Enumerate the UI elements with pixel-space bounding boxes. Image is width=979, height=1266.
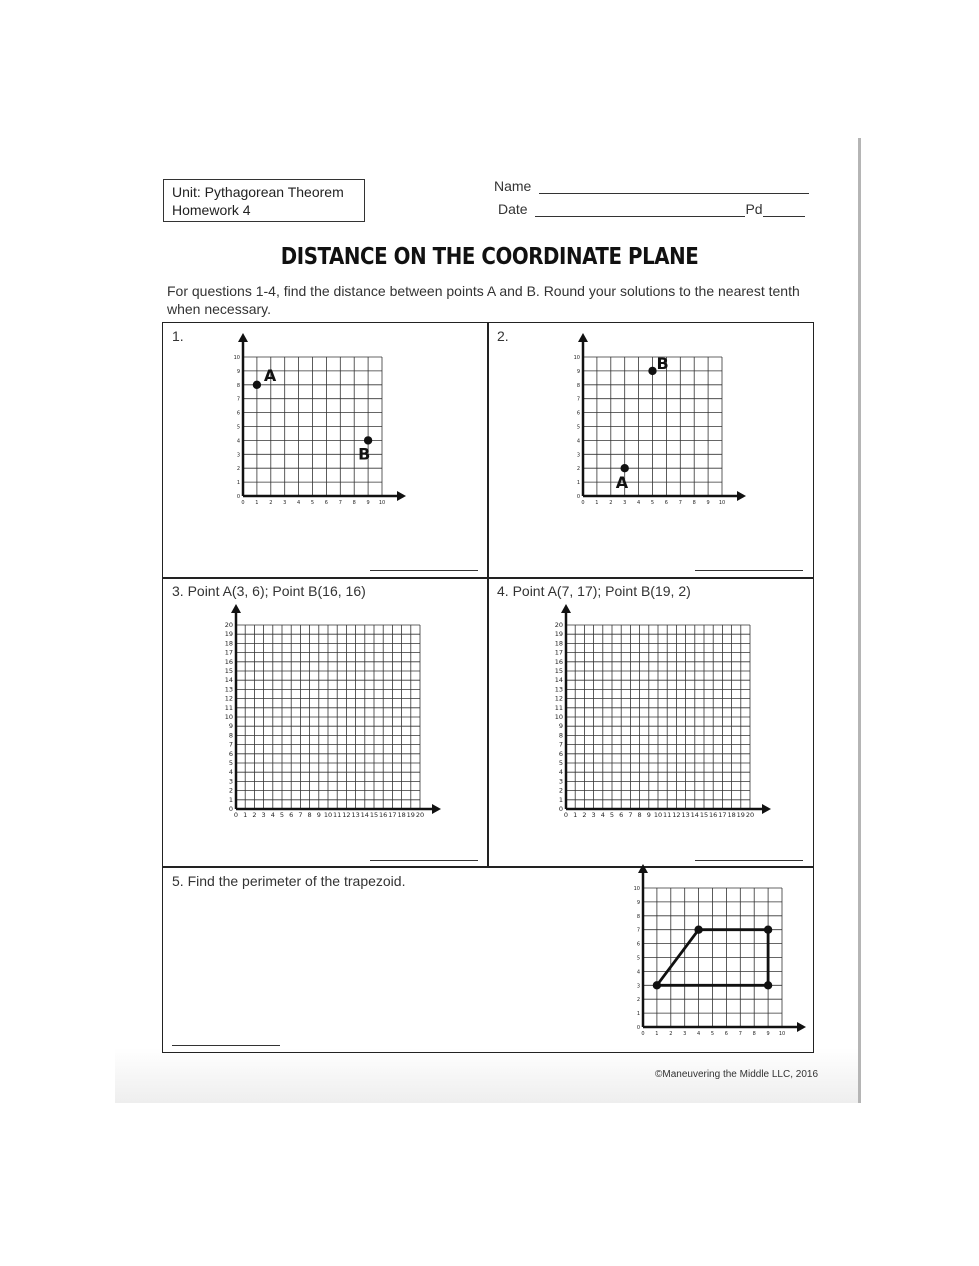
plane-2-y-tick-label: 2 [576,466,580,473]
plane-2-x-tick-label: 8 [692,500,696,506]
plane-1-y-tick-label: 3 [236,452,240,459]
plane-3-y-tick-label: 8 [228,731,233,740]
plane-4-y-tick-label: 12 [554,694,563,703]
name-label: Name [494,178,532,194]
plane-1-x-tick-label: 1 [255,500,259,506]
plane-1-y-tick-label: 0 [236,494,240,500]
plane-4-y-tick-label: 19 [554,630,563,639]
plane-4-x-tick-label: 9 [646,811,651,819]
plane-5-y-tick-label: 5 [636,955,640,962]
plane-3-y-tick-label: 13 [224,685,233,694]
plane-1-x-tick-label: 10 [378,500,386,506]
plane-3-y-tick-label: 1 [228,795,233,804]
plane-1-x-tick-label: 0 [241,500,245,506]
plane-4-y-tick-label: 20 [554,621,563,629]
plane-2-x-tick-label: 9 [706,500,710,506]
plane-4-x-tick-label: 8 [637,811,642,819]
plane-2-x-tick-label: 10 [718,500,726,506]
plane-5-y-tick-label: 1 [636,1011,640,1018]
plane-3-y-tick-label: 9 [228,722,233,731]
plane-2-y-tick-label: 5 [576,424,580,431]
plane-5-trapezoid-vertex [764,926,772,934]
plane-3-x-tick-label: 0 [233,811,239,819]
plane-5-x-tick-label: 4 [697,1031,701,1037]
plane-4-x-tick-label: 2 [582,811,587,819]
plane-1-x-tick-label: 9 [366,500,370,506]
plane-4-y-tick-label: 3 [558,777,563,786]
plane-5-x-tick-label: 3 [683,1031,687,1037]
plane-3-x-tick-label: 10 [323,811,333,819]
plane-2-y-tick-label: 3 [576,452,580,459]
plane-3-x-tick-label: 19 [406,811,415,819]
plane-4-x-tick-label: 14 [690,811,699,819]
plane-3-y-tick-label: 19 [224,630,233,639]
plane-4-x-tick-label: 18 [727,811,736,819]
plane-5-y-tick-label: 9 [636,899,640,906]
plane-5-x-tick-label: 10 [778,1031,786,1037]
plane-1-x-axis-arrow [397,491,406,501]
plane-5-x-tick-label: 8 [752,1031,756,1037]
plane-4-x-tick-label: 12 [672,811,681,819]
plane-5-x-tick-label: 5 [710,1031,715,1037]
plane-4-y-tick-label: 5 [558,759,563,767]
plane-4-x-tick-label: 19 [736,811,745,819]
plane-3-y-tick-label: 11 [224,703,233,712]
plane-3-x-tick-label: 11 [333,811,342,819]
plane-5-x-tick-label: 7 [738,1031,742,1037]
plane-5-trapezoid-vertex [653,981,661,989]
plane-2-x-tick-label: 1 [595,500,599,506]
plane-3-y-tick-label: 5 [228,759,233,767]
plane-3-x-tick-label: 5 [279,811,285,819]
plane-5-x-tick-label: 6 [724,1031,728,1037]
plane-2-y-tick-label: 8 [576,382,580,389]
plane-4-y-tick-label: 16 [554,657,563,666]
plane-2-y-tick-label: 9 [576,368,580,375]
plane-1-point-label-b: B [358,444,371,464]
plane-4-y-tick-label: 15 [554,667,563,675]
plane-2-y-tick-label: 10 [573,355,580,361]
plane-2-x-tick-label: 3 [623,500,627,506]
plane-4-y-axis-arrow [561,604,571,613]
plane-4-y-tick-label: 18 [554,639,563,648]
plane-1-y-axis-arrow [238,333,248,342]
plane-3-x-tick-label: 15 [369,811,379,819]
plane-2-x-tick-label: 6 [664,500,668,506]
plane-1-x-tick-label: 6 [324,500,328,506]
plane-1-y-tick-label: 5 [236,424,240,431]
plane-4-y-tick-label: 4 [558,768,563,777]
plane-4-x-tick-label: 11 [663,811,672,819]
plane-2-y-tick-label: 7 [576,396,580,403]
plane-3-x-tick-label: 4 [270,811,275,819]
plane-4-y-tick-label: 1 [558,795,563,804]
plane-3-x-tick-label: 8 [307,811,312,819]
plane-3-y-tick-label: 6 [228,749,233,758]
plane-3-y-tick-label: 20 [224,621,233,629]
plane-3-y-axis-arrow [231,604,241,613]
plane-4-x-tick-label: 20 [745,811,755,819]
plane-1-y-tick-label: 2 [236,466,240,473]
plane-5-trapezoid-vertex [694,926,702,934]
plane-1-y-tick-label: 8 [236,382,240,389]
plane-5-x-tick-label: 0 [641,1031,645,1037]
plane-3-y-tick-label: 0 [228,805,233,813]
plane-4-y-tick-label: 0 [558,805,563,813]
plane-4-x-axis-arrow [762,804,771,814]
plane-4-x-tick-label: 0 [563,811,569,819]
plane-1-x-tick-label: 8 [352,500,356,506]
plane-3-x-tick-label: 13 [351,811,360,819]
plane-1-y-tick-label: 7 [236,396,240,403]
plane-5-y-tick-label: 3 [636,983,640,990]
worksheet-title: DISTANCE ON THE COORDINATE PLANE [280,244,699,270]
plane-4-x-tick-label: 1 [573,811,578,819]
plane-3-x-tick-label: 12 [342,811,351,819]
plane-5-y-axis-arrow [638,864,648,873]
plane-1-y-tick-label: 10 [233,355,240,361]
plane-2-y-tick-label: 4 [576,438,580,445]
plane-2-y-tick-label: 1 [576,480,580,487]
question-5-label: 5. Find the perimeter of the trapezoid. [172,873,406,889]
plane-4-y-tick-label: 10 [554,713,563,721]
copyright-footer: ©Maneuvering the Middle LLC, 2016 [655,1069,819,1080]
plane-5-y-tick-label: 10 [633,886,640,892]
plane-3-y-tick-label: 2 [228,786,233,795]
plane-3-y-tick-label: 17 [224,648,233,657]
homework-number: Homework 4 [172,202,251,218]
plane-1-y-tick-label: 6 [236,410,240,417]
plane-3-x-tick-label: 14 [360,811,369,819]
plane-1-y-tick-label: 1 [236,480,240,487]
plane-3-x-tick-label: 6 [289,811,294,819]
plane-3-y-tick-label: 14 [224,676,233,685]
plane-2-x-tick-label: 4 [637,500,641,506]
plane-2-x-tick-label: 0 [581,500,585,506]
plane-4-x-tick-label: 3 [591,811,596,819]
plane-5-trapezoid-vertex [764,981,772,989]
plane-5-y-tick-label: 8 [636,913,640,920]
plane-3-x-tick-label: 7 [298,811,303,819]
plane-3-y-tick-label: 3 [228,777,233,786]
plane-2-y-tick-label: 0 [576,494,580,500]
plane-2-point-label-a: A [615,473,629,493]
plane-2-point-a [621,464,629,472]
plane-3-x-tick-label: 18 [397,811,406,819]
unit-title: Unit: Pythagorean Theorem [172,184,344,200]
plane-4-x-tick-label: 10 [653,811,663,819]
date-label: Date [498,201,528,217]
plane-5-x-tick-label: 2 [669,1031,673,1037]
plane-2-point-label-b: B [656,353,669,373]
plane-5-x-tick-label: 1 [655,1031,659,1037]
plane-3-y-tick-label: 15 [224,667,233,675]
plane-1-x-tick-label: 5 [310,500,315,506]
plane-1-point-label-a: A [263,365,277,385]
plane-4-y-tick-label: 9 [558,722,563,731]
plane-5-x-axis-arrow [797,1022,806,1032]
question-2-label: 2. [497,328,509,344]
plane-4-x-tick-label: 6 [619,811,624,819]
question-4-label: 4. Point A(7, 17); Point B(19, 2) [497,583,691,599]
plane-5-y-tick-label: 4 [636,969,640,976]
plane-2-y-axis-arrow [578,333,588,342]
question-3-label: 3. Point A(3, 6); Point B(16, 16) [172,583,366,599]
plane-4-y-tick-label: 7 [558,740,563,749]
plane-5-y-tick-label: 6 [636,941,640,948]
plane-1-x-tick-label: 4 [297,500,301,506]
plane-4-x-tick-label: 17 [718,811,727,819]
plane-5-y-tick-label: 0 [636,1025,640,1031]
plane-3-y-tick-label: 12 [224,694,233,703]
plane-3-y-tick-label: 16 [224,657,233,666]
plane-1-x-tick-label: 3 [283,500,287,506]
plane-1-x-tick-label: 2 [269,500,273,506]
plane-1-y-tick-label: 9 [236,368,240,375]
plane-4-y-tick-label: 14 [554,676,563,685]
plane-3-x-tick-label: 9 [316,811,321,819]
plane-1-x-tick-label: 7 [338,500,342,506]
pd-label: Pd [745,201,763,217]
question-1-label: 1. [172,328,184,344]
plane-1-point-b [364,436,372,444]
plane-4-y-tick-label: 6 [558,749,563,758]
plane-4-x-tick-label: 16 [709,811,718,819]
plane-4-x-tick-label: 13 [681,811,690,819]
plane-2-x-tick-label: 5 [650,500,655,506]
plane-1-y-tick-label: 4 [236,438,240,445]
plane-4-y-tick-label: 8 [558,731,563,740]
plane-2-y-tick-label: 6 [576,410,580,417]
plane-4-y-tick-label: 13 [554,685,563,694]
plane-3-x-tick-label: 3 [261,811,266,819]
plane-5-y-tick-label: 7 [636,927,640,934]
plane-3-x-axis-arrow [432,804,441,814]
plane-3-x-tick-label: 17 [388,811,397,819]
plane-2-x-tick-label: 2 [609,500,613,506]
plane-3-y-tick-label: 7 [228,740,233,749]
plane-4-x-tick-label: 15 [699,811,709,819]
plane-3-x-tick-label: 1 [243,811,248,819]
plane-4-x-tick-label: 5 [609,811,615,819]
plane-2-x-tick-label: 7 [678,500,682,506]
instructions: For questions 1-4, find the distance between points A and B. Round your solutions to the nearest tenth when necessary. [167,283,800,317]
plane-3-y-tick-label: 18 [224,639,233,648]
plane-4-y-tick-label: 17 [554,648,563,657]
plane-4-x-tick-label: 4 [600,811,605,819]
plane-3-y-tick-label: 10 [224,713,233,721]
plane-3-x-tick-label: 2 [252,811,257,819]
plane-2-x-axis-arrow [737,491,746,501]
plane-3-x-tick-label: 16 [379,811,388,819]
plane-4-y-tick-label: 11 [554,703,563,712]
plane-2-point-b [648,367,656,375]
plane-3-y-tick-label: 4 [228,768,233,777]
plane-5-x-tick-label: 9 [766,1031,770,1037]
plane-5-y-tick-label: 2 [636,997,640,1004]
plane-3-x-tick-label: 20 [415,811,425,819]
plane-1-point-a [253,381,261,389]
plane-4-y-tick-label: 2 [558,786,563,795]
plane-4-x-tick-label: 7 [628,811,633,819]
